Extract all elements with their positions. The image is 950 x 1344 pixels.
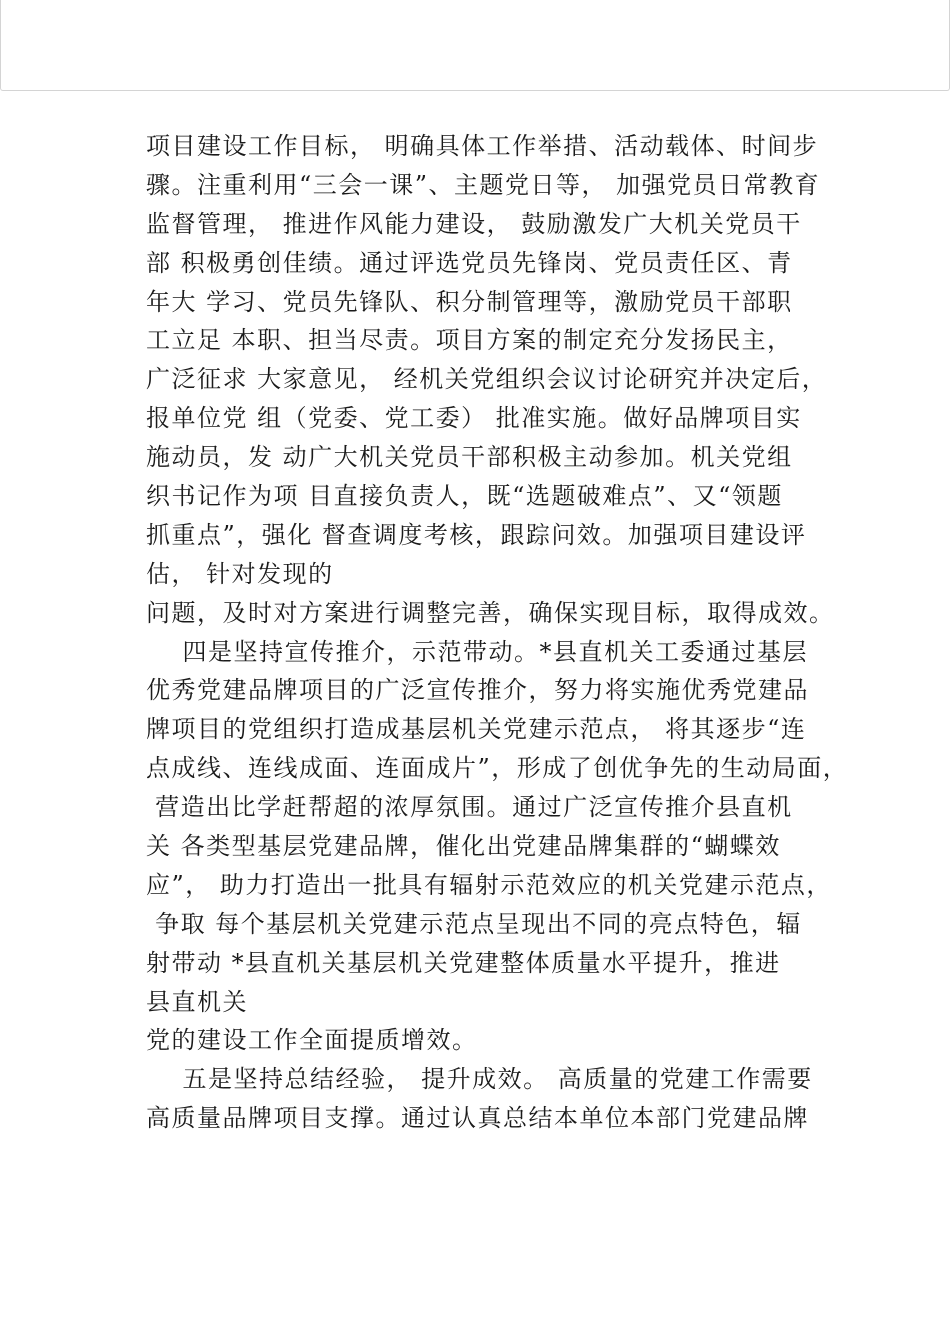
text-line: 高质量品牌项目支撑。通过认真总结本单位本部门党建品牌 [146, 1104, 809, 1133]
text-line: 争取 每个基层机关党建示范点呈现出不同的亮点特色，辐 [146, 909, 802, 938]
text-line: 估， 针对发现的 [146, 559, 334, 588]
text-line: 抓重点”，强化 督查调度考核，跟踪问效。加强项目建设评 [146, 520, 807, 549]
text-line: 项目建设工作目标， 明确具体工作举措、活动载体、时间步 [146, 132, 819, 160]
text-line: 党的建设工作全面提质增效。 [146, 1026, 478, 1055]
text-line: 骤。注重利用“三会一课”、主题党日等， 加强党员日常教育 [146, 170, 821, 199]
text-line: 点成线、连线成面、连面成片”，形成了创优争先的生动局面， [146, 754, 849, 783]
text-line: 牌项目的党组织打造成基层机关党建示范点， 将其逐步“连 [146, 715, 807, 744]
text-line: 问题，及时对方案进行调整完善，确保实现目标，取得成效。 [146, 598, 835, 627]
text-line: 年大 学习、党员先锋队、积分制管理等，激励党员干部职 [146, 287, 793, 316]
text-line: 广泛征求 大家意见， 经机关党组织会议讨论研究并决定后， [146, 365, 828, 394]
text-line: 营造出比学赶帮超的浓厚氛围。通过广泛宣传推介县直机 [146, 793, 793, 822]
text-line: 射带动 *县直机关基层机关党建整体质量水平提升，推进 [146, 948, 781, 977]
text-line: 织书记作为项 目直接负责人，既“选题破难点”、又“领题 [146, 482, 783, 511]
text-line: 应”， 助力打造出一批具有辐射示范效应的机关党建示范点， [146, 870, 832, 899]
text-line: 施动员，发 动广大机关党员干部积极主动参加。机关党组 [146, 443, 793, 472]
text-line: 监督管理， 推进作风能力建设， 鼓励激发广大机关党员干 [146, 209, 802, 238]
text-line: 报单位党 组（党委、党工委） 批准实施。做好品牌项目实 [146, 404, 802, 433]
paragraph-start-line: 五是坚持总结经验， 提升成效。 高质量的党建工作需要 [146, 1065, 813, 1094]
document-body [146, 127, 849, 1138]
page-header-area [0, 0, 950, 91]
text-line: 工立足 本职、担当尽责。项目方案的制定充分发扬民主， [146, 326, 793, 355]
paragraph-start-line: 四是坚持宣传推介，示范带动。*县直机关工委通过基层 [146, 637, 809, 666]
text-line: 县直机关 [146, 987, 248, 1016]
text-line: 部 积极勇创佳绩。通过评选党员先锋岗、党员责任区、青 [146, 248, 793, 277]
text-line: 优秀党建品牌项目的广泛宣传推介，努力将实施优秀党建品 [146, 676, 809, 705]
text-line: 关 各类型基层党建品牌，催化出党建品牌集群的“蝴蝶效 [146, 832, 781, 861]
